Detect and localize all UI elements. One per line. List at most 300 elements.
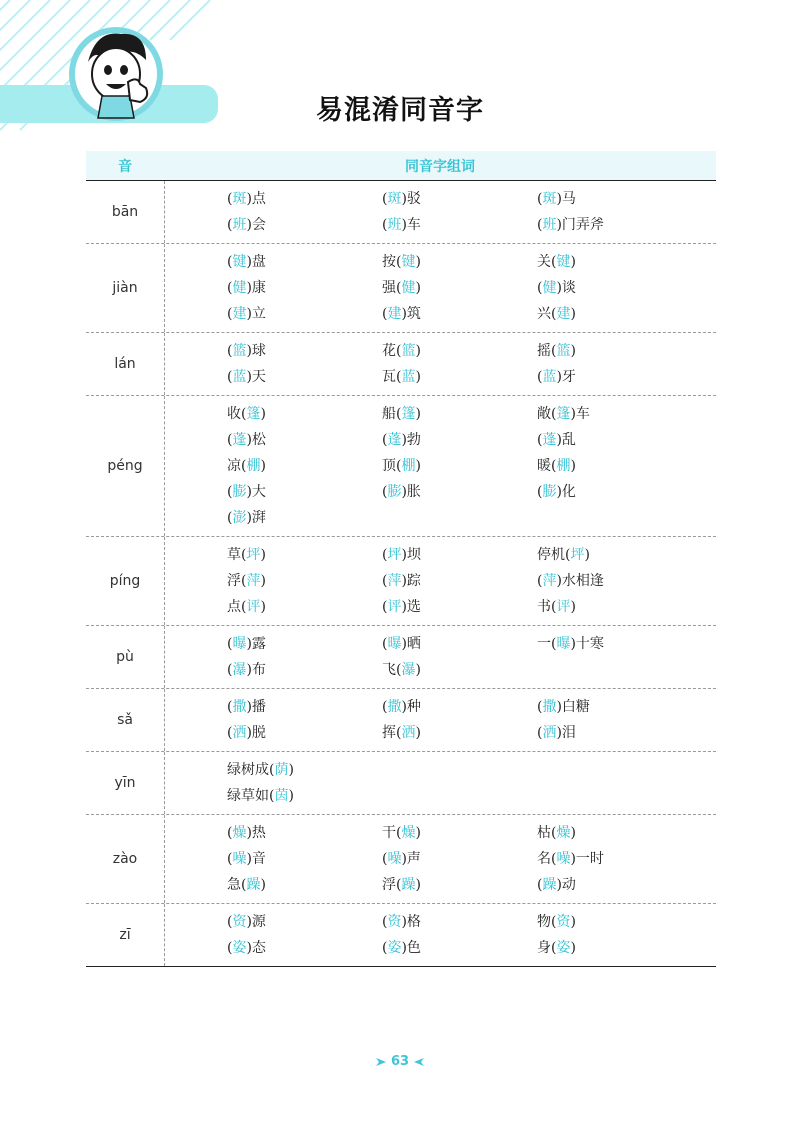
homophone-char: 撒 — [387, 699, 402, 715]
word-suffix: )马 — [556, 191, 576, 207]
homophone-char: 斑 — [542, 191, 557, 207]
word-list — [165, 815, 716, 903]
pinyin-label: sǎ — [86, 689, 165, 751]
word-suffix: )声 — [401, 851, 421, 867]
word-cell — [227, 542, 382, 568]
word-suffix: )晒 — [401, 636, 421, 652]
word-cell — [382, 275, 537, 301]
word-suffix: )态 — [246, 940, 266, 956]
word-prefix: ( — [227, 914, 233, 930]
homophone-char: 萍 — [246, 573, 261, 589]
word-prefix: 凉( — [227, 458, 247, 474]
word-prefix: ( — [537, 877, 543, 893]
word-cell — [227, 427, 382, 453]
word-list — [165, 537, 716, 625]
word-suffix: )播 — [246, 699, 266, 715]
word-prefix: ( — [227, 306, 233, 322]
word-cell — [227, 657, 382, 683]
word-prefix: ( — [227, 510, 233, 526]
word-suffix: )松 — [246, 432, 266, 448]
word-cell — [227, 249, 382, 275]
word-prefix: ( — [227, 699, 233, 715]
word-suffix: )立 — [246, 306, 266, 322]
left-ornament-icon — [376, 1058, 386, 1066]
homophone-char: 蓬 — [232, 432, 247, 448]
word-suffix: )格 — [401, 914, 421, 930]
word-cell — [382, 338, 537, 364]
word-suffix: )露 — [246, 636, 266, 652]
word-suffix: )球 — [246, 343, 266, 359]
homophone-char: 姿 — [556, 940, 571, 956]
homophone-char: 资 — [232, 914, 247, 930]
homophone-char: 棚 — [556, 458, 571, 474]
word-suffix: )乱 — [556, 432, 576, 448]
word-cell — [382, 846, 537, 872]
word-suffix: )动 — [556, 877, 576, 893]
word-suffix: ) — [415, 725, 421, 741]
word-list — [165, 244, 716, 332]
word-suffix: )天 — [246, 369, 266, 385]
word-cell — [537, 453, 697, 479]
word-prefix: 身( — [537, 940, 557, 956]
homophone-char: 撒 — [542, 699, 557, 715]
homophone-char: 燥 — [232, 825, 247, 841]
word-prefix: ( — [227, 432, 233, 448]
pinyin-label: lán — [86, 333, 165, 395]
homophone-char: 键 — [232, 254, 247, 270]
homophone-char: 燥 — [401, 825, 416, 841]
word-cell — [537, 720, 697, 746]
homophone-char: 洒 — [232, 725, 247, 741]
word-suffix: ) — [570, 914, 576, 930]
homophone-char: 噪 — [387, 851, 402, 867]
word-prefix: ( — [227, 851, 233, 867]
word-cell — [227, 479, 382, 505]
word-cell — [382, 301, 537, 327]
word-suffix: )筑 — [401, 306, 421, 322]
word-cell — [537, 275, 697, 301]
word-suffix: ) — [260, 573, 266, 589]
word-cell — [227, 694, 382, 720]
word-prefix: 瓦( — [382, 369, 402, 385]
word-prefix: 按( — [382, 254, 402, 270]
word-cell — [382, 594, 537, 620]
table-row — [86, 626, 716, 689]
word-cell — [382, 935, 537, 961]
word-suffix: ) — [260, 406, 266, 422]
word-suffix: )水相逢 — [556, 573, 604, 589]
pinyin-label: zào — [86, 815, 165, 903]
homophone-char: 资 — [387, 914, 402, 930]
word-cell — [227, 757, 382, 783]
word-prefix: ( — [227, 369, 233, 385]
homophone-char: 班 — [232, 217, 247, 233]
homophone-char: 评 — [246, 599, 261, 615]
word-prefix: 绿草如( — [227, 788, 275, 804]
homophone-char: 蓝 — [401, 369, 416, 385]
table-row — [86, 689, 716, 752]
table-row — [86, 396, 716, 537]
word-suffix: )化 — [556, 484, 576, 500]
homophone-char: 键 — [556, 254, 571, 270]
word-cell — [382, 568, 537, 594]
word-suffix: )脱 — [246, 725, 266, 741]
word-prefix: ( — [382, 191, 388, 207]
word-prefix: 浮( — [227, 573, 247, 589]
word-prefix: ( — [227, 191, 233, 207]
word-prefix: ( — [227, 484, 233, 500]
table-row — [86, 904, 716, 967]
word-suffix: ) — [260, 458, 266, 474]
word-suffix: ) — [415, 825, 421, 841]
word-prefix: ( — [227, 343, 233, 359]
word-cell — [382, 657, 537, 683]
homophone-char: 班 — [387, 217, 402, 233]
word-suffix: ) — [570, 458, 576, 474]
homophone-char: 膨 — [542, 484, 557, 500]
word-suffix: )会 — [246, 217, 266, 233]
pinyin-label: yīn — [86, 752, 165, 814]
homophone-char: 蓬 — [387, 432, 402, 448]
word-suffix: )十寒 — [570, 636, 604, 652]
pinyin-label: píng — [86, 537, 165, 625]
word-suffix: )大 — [246, 484, 266, 500]
homophone-char: 蓬 — [542, 432, 557, 448]
word-cell — [227, 631, 382, 657]
word-cell — [537, 694, 697, 720]
homophone-char: 坪 — [246, 547, 261, 563]
word-suffix: )音 — [246, 851, 266, 867]
word-cell — [227, 909, 382, 935]
word-prefix: 草( — [227, 547, 247, 563]
word-suffix: ) — [415, 254, 421, 270]
homophone-char: 篮 — [232, 343, 247, 359]
word-cell — [382, 757, 537, 783]
word-suffix: ) — [260, 877, 266, 893]
word-suffix: )牙 — [556, 369, 576, 385]
homophone-char: 曝 — [232, 636, 247, 652]
table-row — [86, 333, 716, 396]
word-cell — [382, 631, 537, 657]
pinyin-label: jiàn — [86, 244, 165, 332]
word-prefix: ( — [382, 484, 388, 500]
homophone-char: 曝 — [556, 636, 571, 652]
word-cell — [382, 364, 537, 390]
word-prefix: ( — [227, 940, 233, 956]
word-cell — [537, 212, 697, 238]
homophone-char: 棚 — [246, 458, 261, 474]
word-prefix: ( — [382, 699, 388, 715]
word-cell — [227, 364, 382, 390]
word-cell — [382, 694, 537, 720]
word-cell — [537, 186, 697, 212]
word-prefix: 枯( — [537, 825, 557, 841]
word-cell — [537, 568, 697, 594]
pinyin-label: bān — [86, 181, 165, 243]
homophone-char: 健 — [232, 280, 247, 296]
pinyin-label: zī — [86, 904, 165, 966]
word-cell — [227, 935, 382, 961]
word-suffix: )门弄斧 — [556, 217, 604, 233]
word-cell — [537, 427, 697, 453]
table-row — [86, 244, 716, 333]
word-cell — [382, 720, 537, 746]
word-prefix: 兴( — [537, 306, 557, 322]
homophone-char: 坪 — [570, 547, 585, 563]
word-suffix: )坝 — [401, 547, 421, 563]
right-ornament-icon — [414, 1058, 424, 1066]
word-cell — [537, 909, 697, 935]
word-prefix: 摇( — [537, 343, 557, 359]
table-row — [86, 752, 716, 815]
word-suffix: )湃 — [246, 510, 266, 526]
word-suffix: ) — [260, 547, 266, 563]
word-prefix: ( — [382, 306, 388, 322]
word-suffix: )布 — [246, 662, 266, 678]
word-list — [165, 333, 716, 395]
word-prefix: 船( — [382, 406, 402, 422]
word-suffix: )勃 — [401, 432, 421, 448]
word-prefix: ( — [227, 636, 233, 652]
word-cell — [227, 301, 382, 327]
word-suffix: )热 — [246, 825, 266, 841]
word-prefix: ( — [537, 699, 543, 715]
homophone-char: 班 — [542, 217, 557, 233]
word-prefix: 暖( — [537, 458, 557, 474]
table-row — [86, 181, 716, 244]
word-prefix: ( — [537, 191, 543, 207]
word-suffix: )车 — [570, 406, 590, 422]
word-prefix: 名( — [537, 851, 557, 867]
word-prefix: ( — [227, 825, 233, 841]
homophone-char: 躁 — [401, 877, 416, 893]
homophone-char: 资 — [556, 914, 571, 930]
homophone-table — [86, 151, 716, 967]
word-suffix: )谈 — [556, 280, 576, 296]
word-prefix: ( — [382, 851, 388, 867]
word-cell — [227, 275, 382, 301]
word-cell — [537, 301, 697, 327]
pinyin-label: pù — [86, 626, 165, 688]
homophone-char: 篷 — [556, 406, 571, 422]
homophone-char: 曝 — [387, 636, 402, 652]
word-prefix: 绿树成( — [227, 762, 275, 778]
word-prefix: ( — [227, 662, 233, 678]
word-prefix: 收( — [227, 406, 247, 422]
word-prefix: 浮( — [382, 877, 402, 893]
homophone-char: 噪 — [556, 851, 571, 867]
word-suffix: )源 — [246, 914, 266, 930]
word-cell — [382, 186, 537, 212]
homophone-char: 洒 — [542, 725, 557, 741]
pinyin-label: péng — [86, 396, 165, 536]
word-prefix: ( — [382, 914, 388, 930]
word-cell — [537, 872, 697, 898]
word-prefix: ( — [537, 280, 543, 296]
word-cell — [227, 186, 382, 212]
word-suffix: )色 — [401, 940, 421, 956]
word-cell — [537, 820, 697, 846]
word-suffix: )种 — [401, 699, 421, 715]
word-suffix: ) — [415, 662, 421, 678]
table-row — [86, 815, 716, 904]
word-cell — [382, 872, 537, 898]
word-cell — [227, 820, 382, 846]
word-cell — [227, 846, 382, 872]
word-cell — [227, 453, 382, 479]
word-prefix: ( — [382, 940, 388, 956]
word-prefix: ( — [382, 636, 388, 652]
word-suffix: )点 — [246, 191, 266, 207]
word-cell — [537, 594, 697, 620]
word-suffix: )踪 — [401, 573, 421, 589]
word-prefix: 顶( — [382, 458, 402, 474]
word-cell — [227, 720, 382, 746]
word-prefix: 停机( — [537, 547, 571, 563]
word-prefix: ( — [537, 369, 543, 385]
word-cell — [382, 212, 537, 238]
homophone-char: 撒 — [232, 699, 247, 715]
word-cell — [537, 401, 697, 427]
page-number-label: 63 — [390, 1054, 410, 1069]
homophone-char: 澎 — [232, 510, 247, 526]
word-prefix: 一( — [537, 636, 557, 652]
table-header — [86, 151, 716, 181]
word-suffix: )康 — [246, 280, 266, 296]
homophone-char: 健 — [542, 280, 557, 296]
word-prefix: ( — [382, 599, 388, 615]
homophone-char: 荫 — [274, 762, 289, 778]
word-suffix: ) — [570, 254, 576, 270]
word-prefix: ( — [227, 725, 233, 741]
word-suffix: ) — [288, 788, 294, 804]
homophone-char: 瀑 — [401, 662, 416, 678]
word-suffix: )泪 — [556, 725, 576, 741]
word-cell — [382, 479, 537, 505]
word-suffix: ) — [570, 306, 576, 322]
homophone-char: 萍 — [387, 573, 402, 589]
word-cell — [227, 401, 382, 427]
word-cell — [382, 249, 537, 275]
word-suffix: ) — [415, 343, 421, 359]
word-prefix: 敞( — [537, 406, 557, 422]
word-cell — [227, 594, 382, 620]
word-cell — [227, 338, 382, 364]
word-cell — [382, 820, 537, 846]
word-prefix: ( — [537, 484, 543, 500]
homophone-char: 姿 — [387, 940, 402, 956]
homophone-char: 建 — [387, 306, 402, 322]
homophone-char: 膨 — [387, 484, 402, 500]
word-prefix: ( — [382, 217, 388, 233]
word-list — [165, 689, 716, 751]
homophone-char: 萍 — [542, 573, 557, 589]
header-pinyin: 音 — [118, 158, 132, 175]
word-suffix: ) — [415, 877, 421, 893]
homophone-char: 躁 — [246, 877, 261, 893]
word-suffix: ) — [415, 280, 421, 296]
word-prefix: ( — [382, 547, 388, 563]
word-list — [165, 396, 716, 536]
word-prefix: 干( — [382, 825, 402, 841]
word-cell — [537, 479, 697, 505]
word-list — [165, 752, 716, 814]
homophone-char: 健 — [401, 280, 416, 296]
word-prefix: ( — [382, 573, 388, 589]
word-prefix: ( — [537, 725, 543, 741]
word-suffix: ) — [570, 940, 576, 956]
word-suffix: )驳 — [401, 191, 421, 207]
word-cell — [537, 935, 697, 961]
homophone-char: 建 — [556, 306, 571, 322]
word-suffix: ) — [415, 369, 421, 385]
homophone-char: 洒 — [401, 725, 416, 741]
homophone-char: 膨 — [232, 484, 247, 500]
word-cell — [537, 249, 697, 275]
word-prefix: 飞( — [382, 662, 402, 678]
word-list — [165, 904, 716, 966]
homophone-char: 键 — [401, 254, 416, 270]
homophone-char: 棚 — [401, 458, 416, 474]
word-prefix: 书( — [537, 599, 557, 615]
homophone-char: 茵 — [274, 788, 289, 804]
word-suffix: )车 — [401, 217, 421, 233]
word-prefix: ( — [382, 432, 388, 448]
word-cell — [537, 757, 697, 783]
word-cell — [227, 212, 382, 238]
word-suffix: ) — [570, 825, 576, 841]
homophone-char: 姿 — [232, 940, 247, 956]
word-prefix: 点( — [227, 599, 247, 615]
word-cell — [537, 338, 697, 364]
word-prefix: 物( — [537, 914, 557, 930]
homophone-char: 斑 — [387, 191, 402, 207]
word-cell — [227, 872, 382, 898]
word-suffix: )一时 — [570, 851, 604, 867]
word-prefix: 挥( — [382, 725, 402, 741]
homophone-char: 篮 — [556, 343, 571, 359]
homophone-char: 斑 — [232, 191, 247, 207]
page-number — [0, 1054, 800, 1069]
word-cell — [537, 542, 697, 568]
word-prefix: ( — [227, 217, 233, 233]
word-prefix: 强( — [382, 280, 402, 296]
word-cell — [227, 568, 382, 594]
word-cell — [537, 846, 697, 872]
word-prefix: 急( — [227, 877, 247, 893]
word-suffix: ) — [570, 599, 576, 615]
homophone-char: 蓝 — [232, 369, 247, 385]
table-row — [86, 537, 716, 626]
homophone-char: 坪 — [387, 547, 402, 563]
word-cell — [537, 631, 697, 657]
word-prefix: ( — [537, 432, 543, 448]
word-prefix: ( — [227, 254, 233, 270]
homophone-char: 篷 — [246, 406, 261, 422]
word-prefix: 关( — [537, 254, 557, 270]
word-suffix: ) — [415, 458, 421, 474]
word-suffix: )白糖 — [556, 699, 590, 715]
homophone-char: 噪 — [232, 851, 247, 867]
homophone-char: 篮 — [401, 343, 416, 359]
word-cell — [382, 427, 537, 453]
word-suffix: )选 — [401, 599, 421, 615]
word-list — [165, 626, 716, 688]
homophone-char: 评 — [556, 599, 571, 615]
word-suffix: ) — [570, 343, 576, 359]
word-prefix: ( — [227, 280, 233, 296]
word-suffix: ) — [288, 762, 294, 778]
